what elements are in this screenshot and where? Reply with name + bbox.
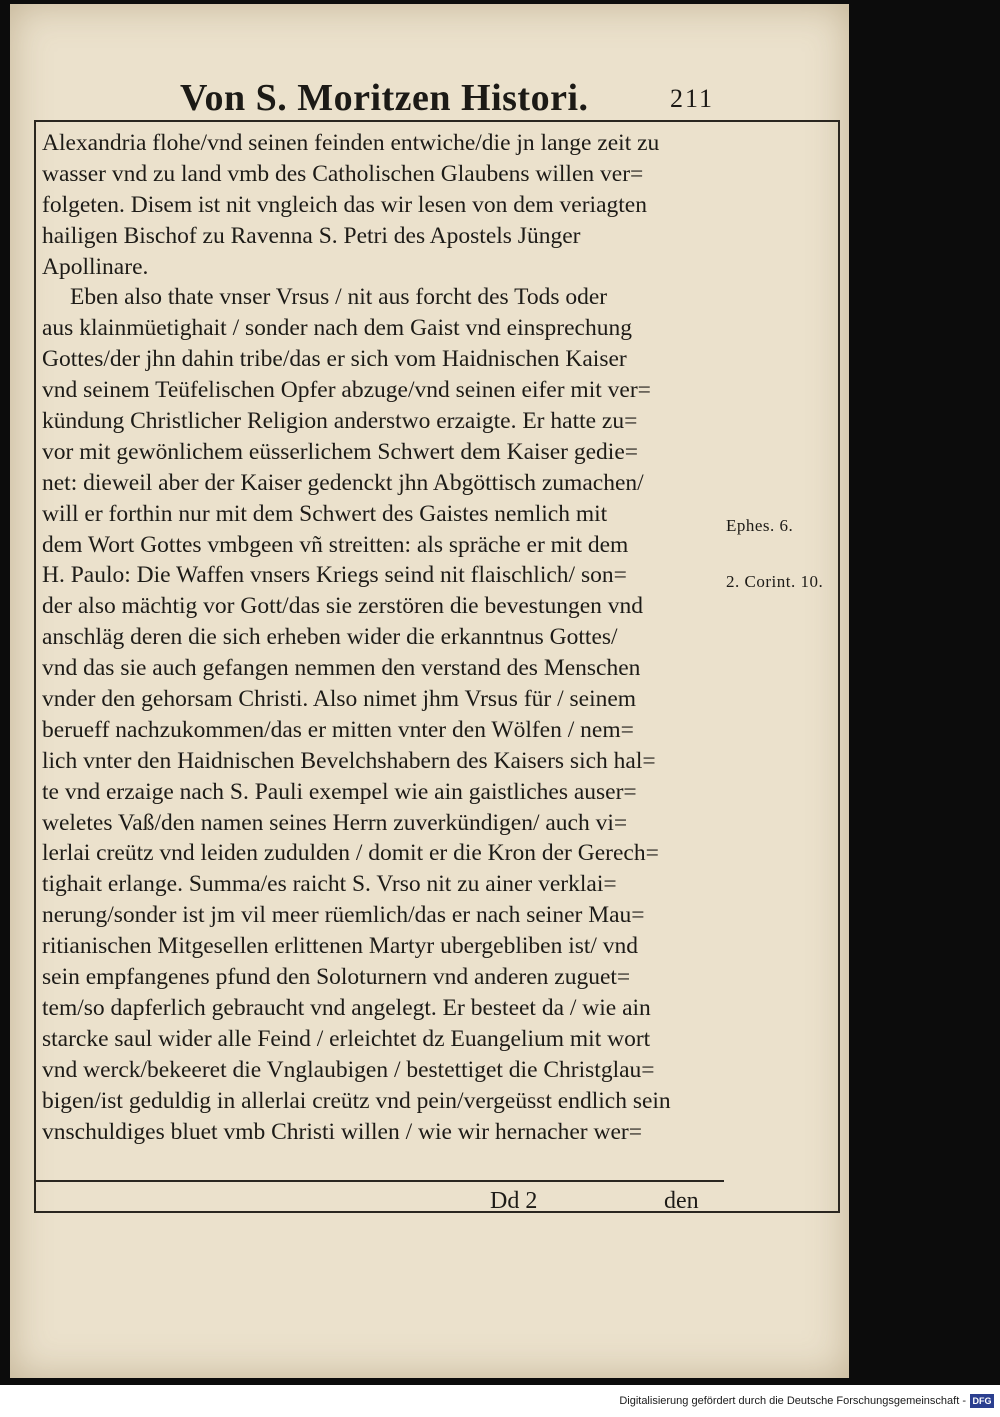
right-frame-rule bbox=[838, 122, 840, 1212]
text-line: berueff nachzukommen/das er mitten vnter den Wölfen / nem= bbox=[42, 716, 634, 743]
text-line: lerlai creütz vnd leiden zudulden / domit er die Kron der Gerech= bbox=[42, 840, 659, 867]
text-line: vnd seinem Teüfelischen Opfer abzuge/vnd seinen eifer mit ver= bbox=[42, 377, 651, 404]
text-line: hailigen Bischof zu Ravenna S. Petri des Apostels Jünger bbox=[42, 222, 581, 249]
margin-note-corint: 2. Corint. 10. bbox=[726, 572, 824, 591]
text-line: bigen/ist geduldig in allerlai creütz vnd pein/vergeüsst endlich sein bbox=[42, 1087, 671, 1114]
top-rule bbox=[34, 120, 840, 122]
signature-mark: Dd 2 bbox=[490, 1188, 538, 1214]
text-line: Apollinare. bbox=[42, 253, 149, 280]
text-line: aus klainmüetighait / sonder nach dem Gaist vnd einsprechung bbox=[42, 315, 632, 342]
text-line: H. Paulo: Die Waffen vnsers Kriegs seind nit flaischlich/ son= bbox=[42, 562, 627, 589]
text-line: vnd das sie auch gefangen nemmen den verstand des Menschen bbox=[42, 655, 641, 682]
left-frame-rule bbox=[34, 122, 36, 1212]
text-line: der also mächtig vor Gott/das sie zerstören die bevestungen vnd bbox=[42, 593, 644, 620]
lower-rule bbox=[34, 1211, 840, 1213]
text-line: nerung/sonder ist jm vil meer rüemlich/das er nach seiner Mau= bbox=[42, 902, 645, 929]
bottom-rule bbox=[34, 1180, 724, 1182]
body-text bbox=[42, 128, 718, 1147]
text-line: vnder den gehorsam Christi. Also nimet jhm Vrsus für / seinem bbox=[42, 686, 637, 713]
text-line: net: dieweil aber der Kaiser gedenckt jhn Abgöttisch zumachen/ bbox=[42, 469, 644, 496]
text-line: vor mit gewönlichem eüsserlichem Schwert dem Kaiser gedie= bbox=[42, 438, 639, 465]
text-line: folgeten. Disem ist nit vngleich das wir lesen von dem veriagten bbox=[42, 191, 647, 218]
running-head: Von S. Moritzen Histori. bbox=[180, 77, 589, 119]
text-line: dem Wort Gottes vmbgeen vñ streitten: als spräche er mit dem bbox=[42, 531, 629, 558]
text-line: vnd werck/bekeeret die Vnglaubigen / bestettiget die Christglau= bbox=[42, 1056, 655, 1083]
text-line: Eben also thate vnser Vrsus / nit aus forcht des Tods oder bbox=[70, 284, 608, 311]
dfg-logo: DFG bbox=[970, 1394, 994, 1408]
text-line: tighait erlange. Summa/es raicht S. Vrso nit zu ainer verklai= bbox=[42, 871, 617, 898]
text-line: sein empfangenes pfund den Soloturnern vnd anderen zuguet= bbox=[42, 964, 631, 991]
text-line: wasser vnd zu land vmb des Catholischen Glaubens willen ver= bbox=[42, 160, 644, 187]
text-line: Alexandria flohe/vnd seinen feinden entwiche/die jn lange zeit zu bbox=[42, 130, 660, 156]
text-line: anschläg deren die sich erheben wider die erkanntnus Gottes/ bbox=[42, 624, 618, 651]
text-line: vnschuldiges bluet vmb Christi willen / wie wir hernacher wer= bbox=[42, 1118, 642, 1145]
text-line: lich vnter den Haidnischen Bevelchshabern des Kaisers sich hal= bbox=[42, 747, 656, 774]
catchword: den bbox=[664, 1188, 699, 1214]
text-line: starcke saul wider alle Feind / erleichtet dz Euangelium mit wort bbox=[42, 1025, 651, 1052]
text-line: Gottes/der jhn dahin tribe/das er sich vom Haidnischen Kaiser bbox=[42, 346, 627, 373]
book-page bbox=[10, 4, 849, 1378]
text-line: kündung Christlicher Religion anderstwo erzaigte. Er hatte zu= bbox=[42, 408, 638, 435]
footer-credit: Digitalisierung gefördert durch die Deutsche Forschungsgemeinschaft - bbox=[619, 1395, 966, 1407]
footer bbox=[619, 1394, 994, 1408]
page-number: 211 bbox=[670, 84, 715, 113]
text-line: tem/so dapferlich gebraucht vnd angelegt. Er besteet da / wie ain bbox=[42, 994, 651, 1021]
text-line: will er forthin nur mit dem Schwert des Gaistes nemlich mit bbox=[42, 500, 608, 527]
text-line: weletes Vaß/den namen seines Herrn zuverkündigen/ auch vi= bbox=[42, 809, 628, 836]
text-line: ritianischen Mitgesellen erlittenen Martyr ubergebliben ist/ vnd bbox=[42, 933, 639, 960]
text-line: te vnd erzaige nach S. Pauli exempel wie ain gaistliches auser= bbox=[42, 778, 637, 805]
margin-note-ephes: Ephes. 6. bbox=[726, 516, 794, 535]
